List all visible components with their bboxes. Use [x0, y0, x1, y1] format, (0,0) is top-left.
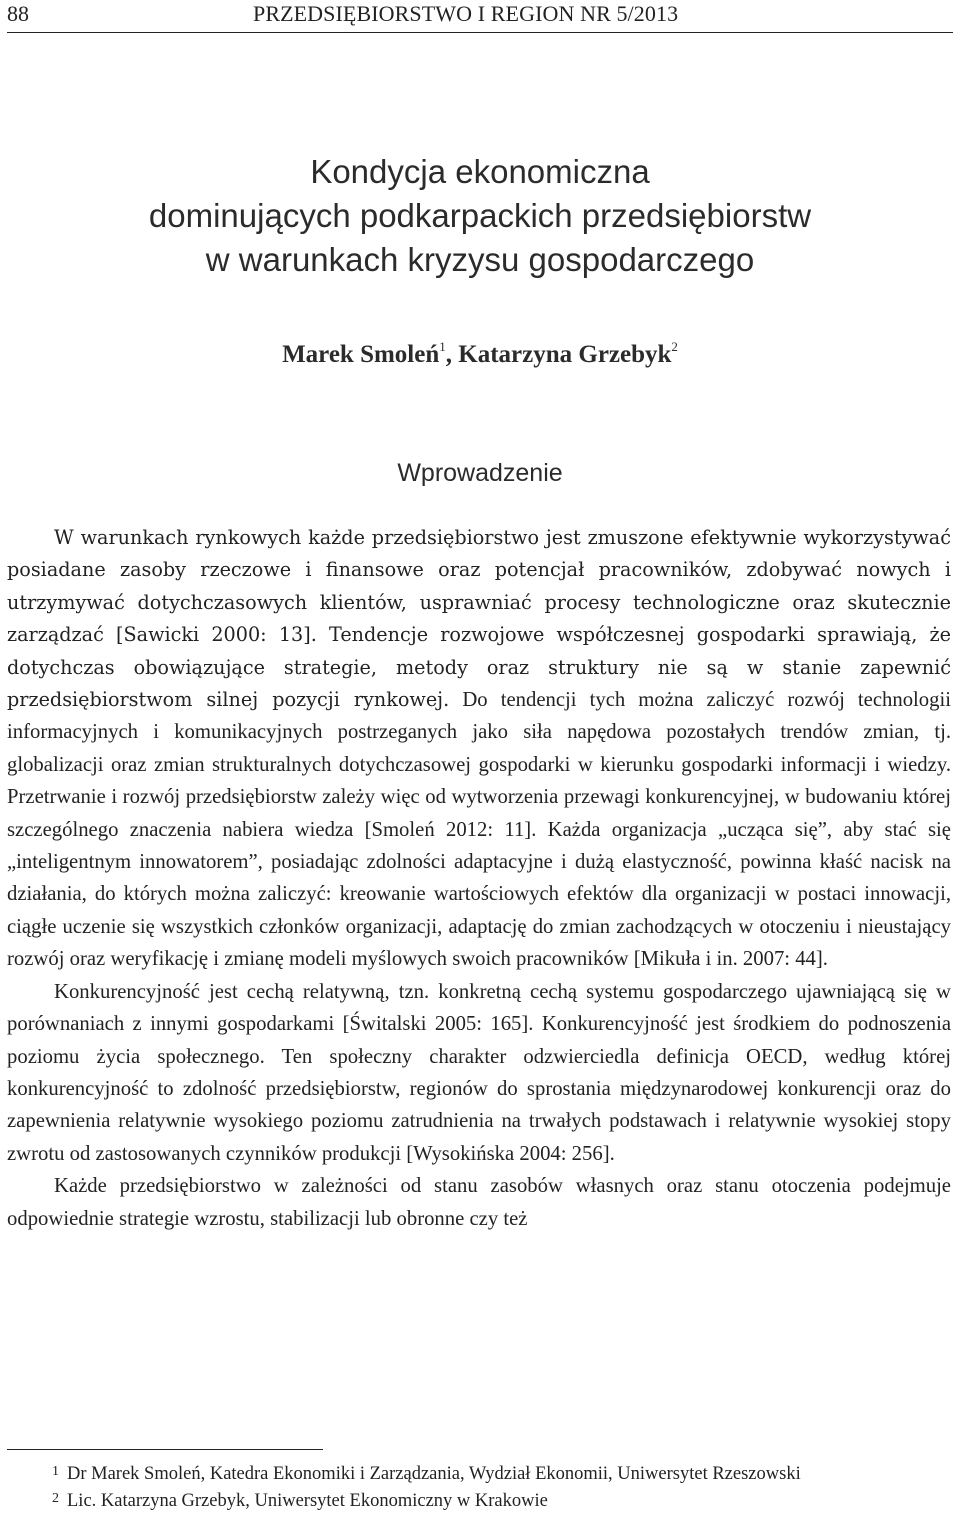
author-name: Katarzyna Grzebyk: [458, 341, 672, 368]
paragraph-segment: W warunkach rynkowych każde przedsiębiorstwo jest zmuszone efektywnie wykorzystywać posiadane zasoby rzeczowe i finansowe oraz potencjał pracowników, zdobywać nowych i utrzymywać dotychczasowych klientów, usprawniać procesy technologiczne oraz skutecznie zarządzać [Sawicki 2000: 13].: [7, 526, 951, 647]
paragraph: [7, 522, 951, 976]
paragraph: Konkurencyjność jest cechą relatywną, tzn. konkretną cechą systemu gospodarczego ujawniającą się w porównaniach z innymi gospodarkami [Świtalski 2005: 165]. Konkurencyjność jest środkiem do podnoszenia poziomu życia społecznego. Ten społeczny charakter odzwierciedla definicja OECD, według której konkurencyjność to zdolność przedsiębiorstw, regionów do sprostania międzynarodowej konkurencji oraz do zapewnienia relatywnie wysokiego poziomu zatrudnienia na trwałych podstawach i relatywnie wysokiej stopy zwrotu od zastosowanych czynników produkcji [Wysokińska 2004: 256].: [7, 980, 951, 1165]
footnote-mark: 2: [671, 339, 678, 354]
author-name: Marek Smoleń: [282, 341, 440, 368]
section-heading: Wprowadzenie: [397, 459, 563, 487]
author-separator: ,: [445, 341, 459, 368]
footnote: [7, 1461, 951, 1488]
footnote-text: Lic. Katarzyna Grzebyk, Uniwersytet Ekonomiczny w Krakowie: [67, 1491, 548, 1511]
author-line: [0, 339, 960, 369]
title-line: Kondycja ekonomiczna: [310, 153, 650, 190]
paragraph-segment: Tendencje rozwojowe współczesnej gospodarki sprawiają, że dotychczas obowiązujące strategie, metody oraz struktury nie są w stanie zapewnić przedsiębiorstwom silnej pozycji rynkowej.: [7, 623, 951, 712]
paragraph: Każde przedsiębiorstwo w zależności od stanu zasobów własnych oraz stanu otoczenia podejmuje odpowiednie strategie wzrostu, stabilizacji lub obronne czy też: [7, 1175, 951, 1230]
footnote: [7, 1488, 951, 1515]
footnotes: [7, 1461, 951, 1515]
paragraph-segment: Do tendencji tych można zaliczyć rozwój technologii informacyjnych i komunikacyjnych postrzeganych jako siła napędowa pozostałych trendów zmian, tj. globalizacji oraz zmian strukturalnych dotychczasowej gospodarki w kierunku gospodarki informacji i wiedzy. Przetrwanie i rozwój przedsiębiorstw zależy więc od wytworzenia przewagi konkurencyjnej, w budowaniu której szczególnego znaczenia nabiera wiedza [Smoleń 2012: 11]. Każda organizacja „ucząca się”, aby stać się „inteligentnym innowatorem”, posiadając zdolności adaptacyjne i dużą elastyczność, powinna kłaść nacisk na działania, do których można zaliczyć: kreowanie wartościowych efektów dla organizacji w postaci innowacji, ciągłe uczenie się wszystkich członków organizacji, adaptację do zmian zachodzących w otoczeniu i nieustający rozwój oraz weryfikację i zmianę modeli myślowych swoich pracowników [Mikuła i in. 2007: 44].: [7, 689, 951, 971]
footnote-mark: 1: [439, 339, 446, 354]
page-number: 88: [7, 1, 29, 26]
footnote-number: 2: [52, 1491, 59, 1506]
footnote-text: Dr Marek Smoleń, Katedra Ekonomiki i Zarządzania, Wydział Ekonomii, Uniwersytet Rzeszowski: [67, 1464, 801, 1484]
article-body: [7, 522, 951, 1235]
article-title: [0, 150, 960, 282]
footnote-number: 1: [52, 1464, 59, 1479]
footnote-rule: [7, 1449, 323, 1450]
journal-title: PRZEDSIĘBIORSTWO I REGION NR 5/2013: [253, 1, 679, 26]
title-line: w warunkach kryzysu gospodarczego: [205, 241, 755, 278]
running-header: [7, 0, 953, 33]
title-line: dominujących podkarpackich przedsiębiorstw: [148, 197, 812, 234]
